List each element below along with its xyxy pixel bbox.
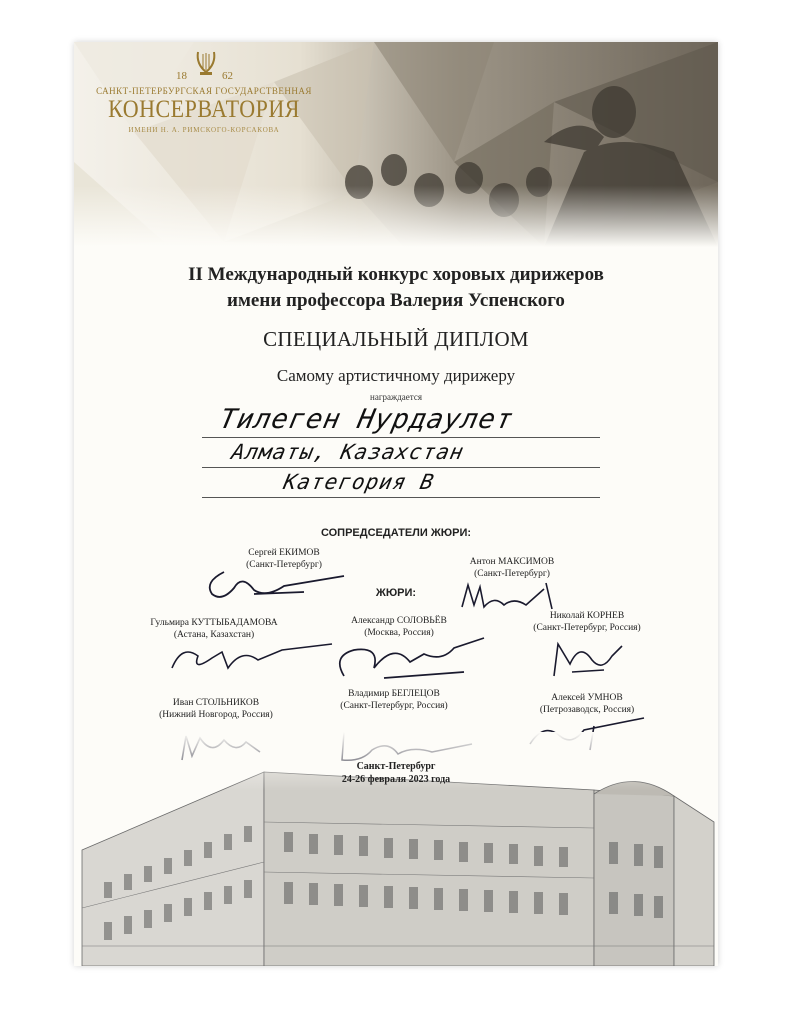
jury-name: Николай КОРНЕВ [549,611,625,621]
logo-year-right: 62 [222,70,233,82]
name-underline [202,437,600,438]
jury-stolnikov [136,697,296,721]
cochair-name: Сергей ЕКИМОВ [248,548,320,558]
logo-year-left: 18 [176,70,187,82]
footer-city: Санкт-Петербург [356,761,436,772]
diploma-heading: СПЕЦИАЛЬНЫЙ ДИПЛОМ [263,327,529,351]
footer-location-date [74,760,718,786]
jury-place: (Нижний Новгород, Россия) [159,710,273,720]
city-underline [202,467,600,468]
jury-name: Александр СОЛОВЬЁВ [351,616,447,626]
category-underline [202,497,600,498]
signature-solovyev [324,632,494,688]
jury-place: (Санкт-Петербург, Россия) [340,701,448,711]
jury-place: (Петрозаводск, Россия) [539,705,635,715]
competition-title-line1: II Международный конкурс хоровых дирижеров [188,264,604,285]
logo-dedication: ИМЕНИ Н. А. РИМСКОГО-КОРСАКОВА [128,126,280,134]
competition-title-line2: имени профессора Валерия Успенского [227,290,565,311]
recipient-name: Тилеген Нурдаулет [216,404,517,435]
jury-place: (Санкт-Петербург, Россия) [533,623,641,633]
diploma-sheet [74,42,718,966]
cochairs-heading: СОПРЕДСЕДАТЕЛИ ЖЮРИ: [320,527,472,539]
recipient-city: Алматы, Казахстан [229,440,467,464]
logo-title: КОНСЕРВАТОРИЯ [108,94,300,123]
jury-kornev [512,610,662,634]
signature-ekimov [194,562,364,610]
jury-place: (Москва, Россия) [364,628,434,638]
jury-name: Алексей УМНОВ [551,693,623,703]
nomination-text: Самому артистичному дирижеру [276,366,516,385]
recipient-category: Категория В [281,470,437,494]
awarded-label: награждается [370,392,422,402]
jury-heading: ЖЮРИ: [375,587,417,599]
cochair-maksimov [442,556,582,580]
jury-place: (Астана, Казахстан) [173,630,255,640]
footer-dates: 24-26 февраля 2023 года [341,774,451,785]
cochair-place: (Санкт-Петербург) [474,569,550,579]
jury-name: Владимир БЕГЛЕЦОВ [348,689,440,699]
jury-begletsov [314,688,474,712]
jury-name: Гульмира КУТТЫБАДАМОВА [150,618,278,628]
lyre-icon [194,48,218,76]
jury-name: Иван СТОЛЬНИКОВ [172,698,260,708]
conservatory-logo [94,48,314,158]
logo-subtitle: САНКТ-ПЕТЕРБУРГСКАЯ ГОСУДАРСТВЕННАЯ [96,86,312,96]
signature-kornev [542,636,632,682]
cochair-place: (Санкт-Петербург) [246,560,322,570]
signature-kuttybadamova [162,638,342,678]
cochair-name: Антон МАКСИМОВ [469,557,555,567]
